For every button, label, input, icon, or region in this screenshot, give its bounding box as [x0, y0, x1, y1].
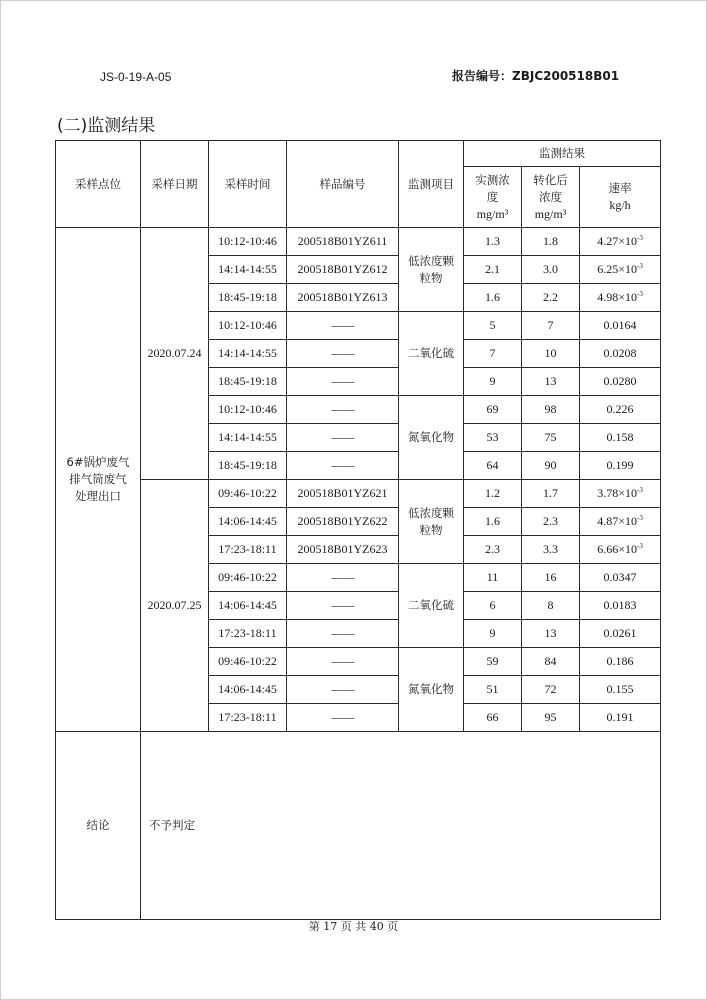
section-title: (二)监测结果 [57, 116, 156, 136]
rate-exponent: -3 [636, 486, 643, 494]
rate-cell [580, 284, 661, 312]
measured-cell: 51 [464, 676, 522, 704]
rate-cell [580, 508, 661, 536]
converted-cell: 75 [522, 424, 580, 452]
header-rate-unit: kg/h [609, 198, 631, 212]
time-cell: 18:45-19:18 [209, 452, 287, 480]
rate-mantissa: 0.226 [606, 402, 634, 416]
converted-cell: 10 [522, 340, 580, 368]
rate-cell [580, 704, 661, 732]
time-cell: 14:06-14:45 [209, 676, 287, 704]
item-nox-cell-2: 氮氧化物 [399, 648, 464, 732]
converted-cell: 1.7 [522, 480, 580, 508]
sample-id-cell: —— [287, 620, 399, 648]
header-measured-unit: mg/m³ [476, 206, 509, 221]
rate-exponent: -3 [636, 514, 643, 522]
header-results: 监测结果 [464, 141, 661, 167]
header-site: 采样点位 [56, 141, 141, 228]
sample-id-cell: —— [287, 564, 399, 592]
sample-id-cell: 200518B01YZ623 [287, 536, 399, 564]
converted-cell: 95 [522, 704, 580, 732]
rate-cell [580, 480, 661, 508]
measured-cell: 2.1 [464, 256, 522, 284]
item-particulate-2-line1: 低浓度颗 [408, 505, 454, 520]
time-cell: 14:06-14:45 [209, 508, 287, 536]
time-cell: 10:12-10:46 [209, 396, 287, 424]
sample-id-cell: —— [287, 704, 399, 732]
header-rate-line1: 速率 [608, 181, 632, 195]
rate-cell [580, 452, 661, 480]
rate-cell [580, 676, 661, 704]
header-row-1 [56, 141, 661, 167]
site-cell [56, 228, 141, 732]
converted-cell: 13 [522, 368, 580, 396]
time-cell: 09:46-10:22 [209, 648, 287, 676]
sample-id-cell: —— [287, 592, 399, 620]
rate-mantissa: 6.25×10 [597, 262, 637, 276]
table-row [56, 228, 661, 256]
document-code: JS-0-19-A-05 [100, 70, 172, 84]
measured-cell: 1.6 [464, 284, 522, 312]
time-cell: 10:12-10:46 [209, 228, 287, 256]
rate-cell [580, 312, 661, 340]
header-item: 监测项目 [399, 141, 464, 228]
rate-mantissa: 0.191 [606, 710, 634, 724]
converted-cell: 13 [522, 620, 580, 648]
time-cell: 10:12-10:46 [209, 312, 287, 340]
converted-cell: 90 [522, 452, 580, 480]
converted-cell: 72 [522, 676, 580, 704]
page-footer: 第 17 页 共 40 页 [308, 920, 399, 933]
rate-mantissa: 0.158 [606, 430, 634, 444]
sample-id-cell: —— [287, 648, 399, 676]
rate-mantissa: 0.0347 [603, 570, 637, 584]
measured-cell: 5 [464, 312, 522, 340]
measured-cell: 53 [464, 424, 522, 452]
rate-exponent: -3 [636, 234, 643, 242]
report-number: 报告编号：ZBJC200518B01 [452, 69, 620, 83]
date-cell-2: 2020.07.25 [141, 480, 209, 732]
item-particulate-1-line2: 粒物 [419, 270, 443, 285]
time-cell: 17:23-18:11 [209, 536, 287, 564]
sample-id-cell: —— [287, 340, 399, 368]
measured-cell: 64 [464, 452, 522, 480]
header-sample-id: 样品编号 [287, 141, 399, 228]
header-converted-line2: 浓度 [539, 189, 562, 204]
rate-cell [580, 620, 661, 648]
rate-cell [580, 340, 661, 368]
time-cell: 18:45-19:18 [209, 368, 287, 396]
rate-cell [580, 424, 661, 452]
measured-cell: 6 [464, 592, 522, 620]
sample-id-cell: —— [287, 424, 399, 452]
sample-id-cell: —— [287, 676, 399, 704]
sample-id-cell: 200518B01YZ611 [287, 228, 399, 256]
item-so2-cell-2: 二氧化硫 [399, 564, 464, 648]
header-rate [580, 167, 661, 228]
sample-id-cell: —— [287, 396, 399, 424]
rate-cell [580, 228, 661, 256]
time-cell: 14:06-14:45 [209, 592, 287, 620]
header-date: 采样日期 [141, 141, 209, 228]
rate-cell [580, 564, 661, 592]
measured-cell: 1.6 [464, 508, 522, 536]
time-cell: 18:45-19:18 [209, 284, 287, 312]
table-row [56, 480, 661, 508]
measured-cell: 9 [464, 368, 522, 396]
item-so2-cell-1: 二氧化硫 [399, 312, 464, 396]
rate-mantissa: 0.186 [606, 654, 634, 668]
sample-id-cell: —— [287, 312, 399, 340]
measured-cell: 9 [464, 620, 522, 648]
rate-cell [580, 368, 661, 396]
converted-cell: 8 [522, 592, 580, 620]
rate-cell [580, 536, 661, 564]
sample-id-cell: 200518B01YZ622 [287, 508, 399, 536]
header-measured-line1: 实测浓 [475, 172, 510, 187]
rate-mantissa: 0.0280 [603, 374, 637, 388]
sample-id-cell: 200518B01YZ621 [287, 480, 399, 508]
monitoring-results-table [55, 140, 661, 920]
site-line2: 排气筒废气 [69, 472, 127, 486]
conclusion-label: 结论 [56, 732, 141, 920]
item-particulate-1-line1: 低浓度颗 [408, 253, 454, 268]
rate-mantissa: 0.0208 [603, 346, 637, 360]
converted-cell: 1.8 [522, 228, 580, 256]
item-particulate-cell-2 [399, 480, 464, 564]
rate-exponent: -3 [636, 290, 643, 298]
site-line1: 6#锅炉废气 [66, 455, 130, 469]
rate-mantissa: 0.0183 [603, 598, 637, 612]
rate-cell [580, 592, 661, 620]
item-particulate-2-line2: 粒物 [419, 522, 443, 537]
converted-cell: 84 [522, 648, 580, 676]
header-converted-line1: 转化后 [533, 172, 568, 187]
rate-mantissa: 0.0261 [603, 626, 637, 640]
rate-exponent: -3 [636, 262, 643, 270]
header-time: 采样时间 [209, 141, 287, 228]
time-cell: 17:23-18:11 [209, 620, 287, 648]
rate-cell [580, 396, 661, 424]
converted-cell: 2.2 [522, 284, 580, 312]
converted-cell: 98 [522, 396, 580, 424]
header-converted-concentration [522, 167, 580, 228]
time-cell: 09:46-10:22 [209, 564, 287, 592]
conclusion-value: 不予判定 [141, 732, 661, 920]
converted-cell: 2.3 [522, 508, 580, 536]
converted-cell: 7 [522, 312, 580, 340]
header-measured-line2: 度 [486, 189, 499, 204]
time-cell: 14:14-14:55 [209, 340, 287, 368]
rate-mantissa: 4.98×10 [597, 290, 637, 304]
item-nox-cell-1: 氮氧化物 [399, 396, 464, 480]
converted-cell: 3.0 [522, 256, 580, 284]
item-particulate-cell-1 [399, 228, 464, 312]
converted-cell: 16 [522, 564, 580, 592]
rate-cell [580, 256, 661, 284]
date-cell-1: 2020.07.24 [141, 228, 209, 480]
time-cell: 17:23-18:11 [209, 704, 287, 732]
measured-cell: 1.3 [464, 228, 522, 256]
measured-cell: 7 [464, 340, 522, 368]
rate-mantissa: 4.27×10 [597, 234, 637, 248]
sample-id-cell: 200518B01YZ612 [287, 256, 399, 284]
measured-cell: 11 [464, 564, 522, 592]
time-cell: 14:14-14:55 [209, 256, 287, 284]
measured-cell: 1.2 [464, 480, 522, 508]
rate-mantissa: 0.155 [606, 682, 634, 696]
converted-cell: 3.3 [522, 536, 580, 564]
rate-mantissa: 0.199 [606, 458, 634, 472]
site-line3: 处理出口 [75, 489, 121, 503]
conclusion-row [56, 732, 661, 920]
time-cell: 09:46-10:22 [209, 480, 287, 508]
sample-id-cell: 200518B01YZ613 [287, 284, 399, 312]
measured-cell: 66 [464, 704, 522, 732]
sample-id-cell: —— [287, 368, 399, 396]
sample-id-cell: —— [287, 452, 399, 480]
rate-mantissa: 4.87×10 [597, 514, 637, 528]
rate-cell [580, 648, 661, 676]
time-cell: 14:14-14:55 [209, 424, 287, 452]
header-converted-unit: mg/m³ [534, 206, 567, 221]
measured-cell: 2.3 [464, 536, 522, 564]
measured-cell: 69 [464, 396, 522, 424]
rate-mantissa: 0.0164 [603, 318, 637, 332]
measured-cell: 59 [464, 648, 522, 676]
rate-exponent: -3 [636, 542, 643, 550]
header-measured-concentration [464, 167, 522, 228]
rate-mantissa: 3.78×10 [597, 486, 637, 500]
rate-mantissa: 6.66×10 [597, 542, 637, 556]
